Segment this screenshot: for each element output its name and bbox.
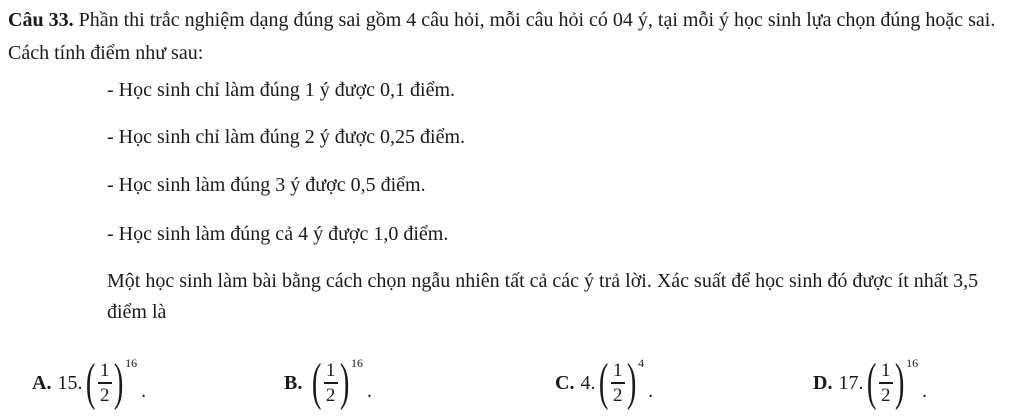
option-d-letter: D. [813, 371, 833, 394]
option-a-period: . [141, 379, 147, 402]
option-b-period: . [367, 379, 372, 402]
scoring-rule-3: - Học sinh làm đúng 3 ý được 0,5 điểm. [107, 174, 426, 196]
fraction-denominator: 2 [613, 384, 623, 406]
right-paren: ) [894, 354, 905, 411]
option-c-letter: C. [555, 371, 575, 394]
fraction-numerator: 1 [613, 360, 623, 382]
option-d-period: . [922, 379, 928, 402]
option-b-exponent: 16 [351, 355, 363, 370]
left-paren: ( [867, 354, 877, 411]
option-a-letter: A. [32, 371, 52, 394]
fraction-denominator: 2 [881, 384, 891, 406]
fraction-bar [879, 382, 893, 383]
scoring-rule-1: - Học sinh chỉ làm đúng 1 ý được 0,1 điểm. [107, 79, 456, 101]
option-c-coefficient: 4. [580, 371, 596, 394]
option-a[interactable] [32, 354, 146, 412]
fraction-bar [324, 382, 338, 383]
option-c-fraction [611, 360, 625, 405]
option-b-letter: B. [284, 371, 303, 394]
option-a-power [82, 354, 137, 412]
option-c[interactable] [555, 354, 653, 412]
option-b[interactable] [284, 354, 372, 412]
option-c-power [595, 354, 644, 412]
option-d-power [863, 354, 918, 412]
fraction-bar [611, 382, 625, 383]
left-paren: ( [312, 354, 322, 411]
question-intro-text: Phần thi trắc nghiệm dạng đúng sai gồm 4 câu hỏi, mỗi câu hỏi có 04 ý, tại mỗi ý học sinh lựa chọn đúng hoặc sai. Cách tính điểm như sau: [8, 9, 996, 64]
right-paren: ) [339, 354, 350, 411]
option-c-exponent: 4 [638, 355, 645, 370]
fraction-bar [98, 382, 112, 383]
right-paren: ) [626, 354, 637, 411]
option-b-power [308, 354, 363, 412]
option-d-exponent: 16 [906, 355, 919, 370]
scoring-rule-4: - Học sinh làm đúng cả 4 ý được 1,0 điểm. [107, 223, 449, 245]
left-paren: ( [599, 354, 609, 411]
question-intro [8, 4, 1016, 70]
option-a-fraction [98, 360, 112, 405]
option-a-exponent: 16 [125, 355, 138, 370]
option-d[interactable] [813, 354, 927, 412]
fraction-denominator: 2 [325, 384, 336, 406]
scoring-rule-2: - Học sinh chỉ làm đúng 2 ý được 0,25 điểm. [107, 126, 466, 148]
fraction-denominator: 2 [100, 384, 110, 406]
option-d-coefficient: 17. [838, 371, 864, 394]
question-number: Câu 33. [8, 9, 74, 31]
left-paren: ( [86, 354, 96, 411]
option-b-fraction [324, 360, 338, 405]
right-paren: ) [113, 354, 124, 411]
option-c-period: . [648, 379, 654, 402]
fraction-numerator: 1 [881, 360, 891, 382]
fraction-numerator: 1 [325, 360, 336, 382]
option-d-fraction [879, 360, 893, 405]
option-a-coefficient: 15. [57, 371, 83, 394]
fraction-numerator: 1 [100, 360, 110, 382]
question-prompt: Một học sinh làm bài bằng cách chọn ngẫu nhiên tất cả các ý trả lời. Xác suất để học sinh đó được ít nhất 3,5 điểm là [107, 270, 979, 323]
